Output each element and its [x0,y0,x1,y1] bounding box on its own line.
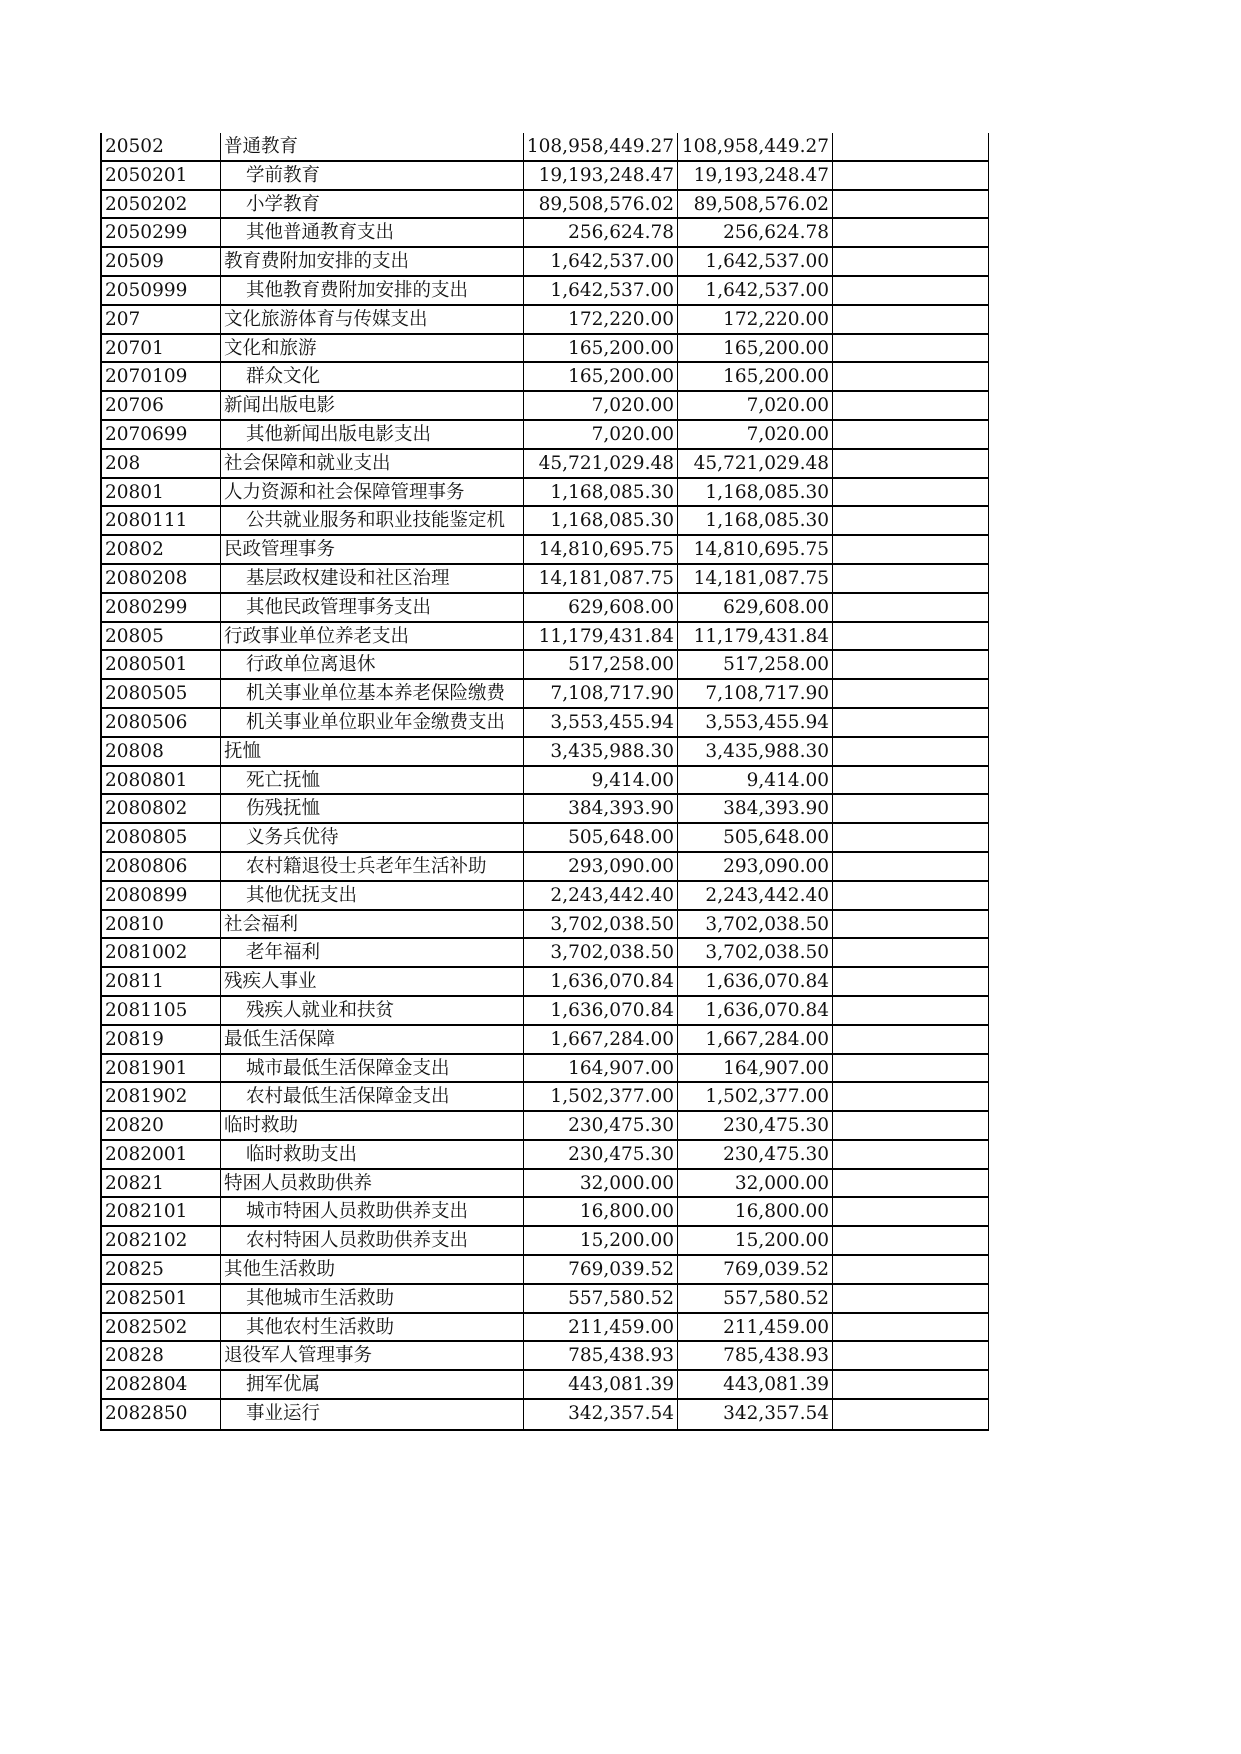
subject-code-cell[interactable]: 20502 [102,133,221,160]
amount-cell[interactable]: 517,258.00 [678,651,833,678]
amount-cell[interactable]: 165,200.00 [524,363,678,390]
amount-cell[interactable]: 230,475.30 [678,1141,833,1168]
amount-cell[interactable]: 2,243,442.40 [678,882,833,909]
amount-cell[interactable]: 14,181,087.75 [524,565,678,592]
table-row [102,623,988,652]
subject-code-cell[interactable]: 2050299 [102,219,221,246]
empty-cell[interactable] [833,363,988,390]
table-row [102,392,988,421]
amount-cell[interactable]: 1,667,284.00 [524,1026,678,1053]
table-row [102,565,988,594]
subject-name-cell[interactable]: 其他新闻出版电影支出 [221,421,524,448]
table-row [102,133,988,162]
amount-cell[interactable]: 16,800.00 [524,1198,678,1225]
amount-cell[interactable]: 14,810,695.75 [678,536,833,563]
subject-code-cell[interactable]: 2050201 [102,162,221,189]
subject-code-cell[interactable]: 2070109 [102,363,221,390]
table-row [102,651,988,680]
subject-code-cell[interactable]: 2082001 [102,1141,221,1168]
table-row [102,709,988,738]
subject-code-cell[interactable]: 20509 [102,248,221,275]
amount-cell[interactable]: 15,200.00 [524,1227,678,1254]
amount-cell[interactable]: 19,193,248.47 [678,162,833,189]
subject-name-cell[interactable]: 教育费附加安排的支出 [221,248,524,275]
subject-name-cell[interactable]: 特困人员救助供养 [221,1170,524,1197]
subject-code-cell[interactable]: 2082502 [102,1314,221,1341]
amount-cell[interactable]: 1,168,085.30 [678,479,833,506]
amount-cell[interactable]: 7,108,717.90 [524,680,678,707]
empty-cell[interactable] [833,997,988,1024]
amount-cell[interactable]: 293,090.00 [678,853,833,880]
subject-code-cell[interactable]: 2050999 [102,277,221,304]
amount-cell[interactable]: 557,580.52 [524,1285,678,1312]
amount-cell[interactable]: 342,357.54 [678,1400,833,1429]
subject-name-cell[interactable]: 拥军优属 [221,1371,524,1398]
table-row [102,248,988,277]
amount-cell[interactable]: 256,624.78 [524,219,678,246]
subject-code-cell[interactable]: 20820 [102,1112,221,1139]
amount-cell[interactable]: 32,000.00 [678,1170,833,1197]
amount-cell[interactable]: 3,435,988.30 [678,738,833,765]
subject-name-cell[interactable]: 城市特困人员救助供养支出 [221,1198,524,1225]
amount-cell[interactable]: 1,642,537.00 [524,248,678,275]
amount-cell[interactable]: 256,624.78 [678,219,833,246]
subject-name-cell[interactable]: 民政管理事务 [221,536,524,563]
empty-cell[interactable] [833,1285,988,1312]
table-row [102,997,988,1026]
empty-cell[interactable] [833,1256,988,1283]
subject-name-cell[interactable]: 退役军人管理事务 [221,1342,524,1369]
amount-cell[interactable]: 89,508,576.02 [524,191,678,218]
amount-cell[interactable]: 1,636,070.84 [524,968,678,995]
empty-cell[interactable] [833,219,988,246]
table-row [102,306,988,335]
subject-name-cell[interactable]: 残疾人事业 [221,968,524,995]
subject-name-cell[interactable]: 其他城市生活救助 [221,1285,524,1312]
subject-name-cell[interactable]: 农村籍退役士兵老年生活补助 [221,853,524,880]
subject-name-cell[interactable]: 临时救助 [221,1112,524,1139]
empty-cell[interactable] [833,306,988,333]
table-row [102,191,988,220]
table-row [102,1227,988,1256]
table-row [102,1314,988,1343]
empty-cell[interactable] [833,1400,988,1429]
empty-cell[interactable] [833,1055,988,1082]
table-row [102,1256,988,1285]
empty-cell[interactable] [833,479,988,506]
subject-code-cell[interactable]: 20701 [102,335,221,362]
subject-code-cell[interactable]: 2080801 [102,767,221,794]
amount-cell[interactable]: 3,702,038.50 [524,911,678,938]
amount-cell[interactable]: 342,357.54 [524,1400,678,1429]
subject-code-cell[interactable]: 20802 [102,536,221,563]
amount-cell[interactable]: 505,648.00 [678,824,833,851]
amount-cell[interactable]: 9,414.00 [678,767,833,794]
amount-cell[interactable]: 785,438.93 [678,1342,833,1369]
subject-name-cell[interactable]: 其他普通教育支出 [221,219,524,246]
subject-name-cell[interactable]: 小学教育 [221,191,524,218]
subject-name-cell[interactable]: 农村最低生活保障金支出 [221,1083,524,1110]
empty-cell[interactable] [833,795,988,822]
empty-cell[interactable] [833,565,988,592]
subject-name-cell[interactable]: 临时救助支出 [221,1141,524,1168]
amount-cell[interactable]: 164,907.00 [678,1055,833,1082]
subject-name-cell[interactable]: 文化和旅游 [221,335,524,362]
amount-cell[interactable]: 3,435,988.30 [524,738,678,765]
amount-cell[interactable]: 443,081.39 [524,1371,678,1398]
subject-code-cell[interactable]: 20805 [102,623,221,650]
amount-cell[interactable]: 769,039.52 [678,1256,833,1283]
subject-name-cell[interactable]: 新闻出版电影 [221,392,524,419]
empty-cell[interactable] [833,536,988,563]
table-row [102,1055,988,1084]
amount-cell[interactable]: 1,168,085.30 [524,479,678,506]
empty-cell[interactable] [833,1026,988,1053]
amount-cell[interactable]: 165,200.00 [678,335,833,362]
subject-code-cell[interactable]: 20706 [102,392,221,419]
amount-cell[interactable]: 3,702,038.50 [678,911,833,938]
empty-cell[interactable] [833,594,988,621]
empty-cell[interactable] [833,248,988,275]
empty-cell[interactable] [833,1170,988,1197]
subject-code-cell[interactable]: 2082101 [102,1198,221,1225]
amount-cell[interactable]: 384,393.90 [524,795,678,822]
table-row [102,536,988,565]
table-row [102,219,988,248]
table-row [102,738,988,767]
subject-name-cell[interactable]: 抚恤 [221,738,524,765]
empty-cell[interactable] [833,1314,988,1341]
empty-cell[interactable] [833,133,988,160]
subject-name-cell[interactable]: 最低生活保障 [221,1026,524,1053]
amount-cell[interactable]: 1,636,070.84 [678,997,833,1024]
table-row [102,1026,988,1055]
table-row [102,507,988,536]
amount-cell[interactable]: 211,459.00 [678,1314,833,1341]
table-row [102,968,988,997]
subject-name-cell[interactable]: 社会保障和就业支出 [221,450,524,477]
empty-cell[interactable] [833,882,988,909]
amount-cell[interactable]: 2,243,442.40 [524,882,678,909]
amount-cell[interactable]: 172,220.00 [678,306,833,333]
subject-code-cell[interactable]: 2070699 [102,421,221,448]
empty-cell[interactable] [833,450,988,477]
amount-cell[interactable]: 1,168,085.30 [678,507,833,534]
subject-code-cell[interactable]: 2081105 [102,997,221,1024]
empty-cell[interactable] [833,767,988,794]
subject-code-cell[interactable]: 2080802 [102,795,221,822]
amount-cell[interactable]: 7,020.00 [678,421,833,448]
subject-name-cell[interactable]: 老年福利 [221,939,524,966]
amount-cell[interactable]: 16,800.00 [678,1198,833,1225]
subject-code-cell[interactable]: 20810 [102,911,221,938]
empty-cell[interactable] [833,507,988,534]
subject-name-cell[interactable]: 农村特困人员救助供养支出 [221,1227,524,1254]
amount-cell[interactable]: 1,642,537.00 [524,277,678,304]
subject-code-cell[interactable]: 2082850 [102,1400,221,1429]
subject-code-cell[interactable]: 2080506 [102,709,221,736]
table-row [102,594,988,623]
subject-code-cell[interactable]: 2081002 [102,939,221,966]
table-row [102,479,988,508]
amount-cell[interactable]: 165,200.00 [678,363,833,390]
table-row [102,680,988,709]
empty-cell[interactable] [833,1371,988,1398]
subject-code-cell[interactable]: 20801 [102,479,221,506]
subject-code-cell[interactable]: 208 [102,450,221,477]
subject-name-cell[interactable]: 文化旅游体育与传媒支出 [221,306,524,333]
subject-name-cell[interactable]: 其他生活救助 [221,1256,524,1283]
table-row [102,1170,988,1199]
table-row [102,421,988,450]
amount-cell[interactable]: 1,502,377.00 [678,1083,833,1110]
table-row [102,1198,988,1227]
subject-code-cell[interactable]: 2080111 [102,507,221,534]
empty-cell[interactable] [833,824,988,851]
amount-cell[interactable]: 629,608.00 [678,594,833,621]
subject-code-cell[interactable]: 207 [102,306,221,333]
amount-cell[interactable]: 3,553,455.94 [524,709,678,736]
subject-name-cell[interactable]: 行政事业单位养老支出 [221,623,524,650]
amount-cell[interactable]: 172,220.00 [524,306,678,333]
amount-cell[interactable]: 108,958,449.27 [678,133,833,160]
subject-name-cell[interactable]: 伤残抚恤 [221,795,524,822]
subject-code-cell[interactable]: 2082102 [102,1227,221,1254]
empty-cell[interactable] [833,738,988,765]
amount-cell[interactable]: 15,200.00 [678,1227,833,1254]
empty-cell[interactable] [833,277,988,304]
empty-cell[interactable] [833,911,988,938]
table-row [102,1083,988,1112]
empty-cell[interactable] [833,1342,988,1369]
empty-cell[interactable] [833,853,988,880]
amount-cell[interactable]: 165,200.00 [524,335,678,362]
amount-cell[interactable]: 1,642,537.00 [678,248,833,275]
table-row [102,1285,988,1314]
empty-cell[interactable] [833,421,988,448]
subject-name-cell[interactable]: 社会福利 [221,911,524,938]
empty-cell[interactable] [833,335,988,362]
table-row [102,1342,988,1371]
amount-cell[interactable]: 3,702,038.50 [678,939,833,966]
table-row [102,450,988,479]
table-row [102,911,988,940]
subject-name-cell[interactable]: 普通教育 [221,133,524,160]
amount-cell[interactable]: 785,438.93 [524,1342,678,1369]
subject-name-cell[interactable]: 行政单位离退休 [221,651,524,678]
amount-cell[interactable]: 14,181,087.75 [678,565,833,592]
subject-code-cell[interactable]: 20828 [102,1342,221,1369]
subject-code-cell[interactable]: 2081902 [102,1083,221,1110]
subject-code-cell[interactable]: 2080501 [102,651,221,678]
amount-cell[interactable]: 11,179,431.84 [524,623,678,650]
subject-name-cell[interactable]: 基层政权建设和社区治理 [221,565,524,592]
empty-cell[interactable] [833,709,988,736]
subject-code-cell[interactable]: 2080805 [102,824,221,851]
subject-code-cell[interactable]: 20825 [102,1256,221,1283]
amount-cell[interactable]: 164,907.00 [524,1055,678,1082]
amount-cell[interactable]: 89,508,576.02 [678,191,833,218]
amount-cell[interactable]: 384,393.90 [678,795,833,822]
amount-cell[interactable]: 1,636,070.84 [678,968,833,995]
subject-code-cell[interactable]: 20811 [102,968,221,995]
amount-cell[interactable]: 45,721,029.48 [524,450,678,477]
empty-cell[interactable] [833,392,988,419]
amount-cell[interactable]: 3,553,455.94 [678,709,833,736]
table-row [102,162,988,191]
subject-code-cell[interactable]: 2080899 [102,882,221,909]
empty-cell[interactable] [833,968,988,995]
subject-name-cell[interactable]: 学前教育 [221,162,524,189]
subject-name-cell[interactable]: 义务兵优待 [221,824,524,851]
subject-name-cell[interactable]: 其他农村生活救助 [221,1314,524,1341]
table-row [102,882,988,911]
table-row [102,795,988,824]
subject-code-cell[interactable]: 2080806 [102,853,221,880]
table-row [102,277,988,306]
amount-cell[interactable]: 1,168,085.30 [524,507,678,534]
amount-cell[interactable]: 7,020.00 [524,421,678,448]
empty-cell[interactable] [833,1112,988,1139]
amount-cell[interactable]: 7,020.00 [678,392,833,419]
amount-cell[interactable]: 230,475.30 [678,1112,833,1139]
subject-code-cell[interactable]: 2080505 [102,680,221,707]
amount-cell[interactable]: 211,459.00 [524,1314,678,1341]
subject-code-cell[interactable]: 2080208 [102,565,221,592]
subject-code-cell[interactable]: 20821 [102,1170,221,1197]
amount-cell[interactable]: 230,475.30 [524,1112,678,1139]
empty-cell[interactable] [833,939,988,966]
subject-name-cell[interactable]: 其他优抚支出 [221,882,524,909]
amount-cell[interactable]: 9,414.00 [524,767,678,794]
amount-cell[interactable]: 769,039.52 [524,1256,678,1283]
table-row [102,1112,988,1141]
subject-code-cell[interactable]: 2080299 [102,594,221,621]
table-row [102,853,988,882]
table-row [102,1141,988,1170]
table-row [102,363,988,392]
empty-cell[interactable] [833,191,988,218]
amount-cell[interactable]: 45,721,029.48 [678,450,833,477]
amount-cell[interactable]: 1,642,537.00 [678,277,833,304]
subject-name-cell[interactable]: 其他教育费附加安排的支出 [221,277,524,304]
amount-cell[interactable]: 230,475.30 [524,1141,678,1168]
subject-code-cell[interactable]: 2082501 [102,1285,221,1312]
subject-code-cell[interactable]: 20808 [102,738,221,765]
subject-name-cell[interactable]: 群众文化 [221,363,524,390]
empty-cell[interactable] [833,651,988,678]
empty-cell[interactable] [833,1141,988,1168]
subject-code-cell[interactable]: 2081901 [102,1055,221,1082]
empty-cell[interactable] [833,623,988,650]
amount-cell[interactable]: 505,648.00 [524,824,678,851]
amount-cell[interactable]: 557,580.52 [678,1285,833,1312]
subject-name-cell[interactable]: 人力资源和社会保障管理事务 [221,479,524,506]
subject-name-cell[interactable]: 机关事业单位职业年金缴费支出 [221,709,524,736]
subject-code-cell[interactable]: 2050202 [102,191,221,218]
table-row [102,824,988,853]
subject-code-cell[interactable]: 2082804 [102,1371,221,1398]
amount-cell[interactable]: 32,000.00 [524,1170,678,1197]
empty-cell[interactable] [833,1198,988,1225]
empty-cell[interactable] [833,162,988,189]
subject-name-cell[interactable]: 事业运行 [221,1400,524,1429]
amount-cell[interactable]: 293,090.00 [524,853,678,880]
budget-table [100,133,989,1431]
subject-name-cell[interactable]: 死亡抚恤 [221,767,524,794]
table-row [102,335,988,364]
amount-cell[interactable]: 1,502,377.00 [524,1083,678,1110]
subject-name-cell[interactable]: 残疾人就业和扶贫 [221,997,524,1024]
empty-cell[interactable] [833,1083,988,1110]
table-row [102,939,988,968]
subject-name-cell[interactable]: 机关事业单位基本养老保险缴费 [221,680,524,707]
table-row [102,767,988,796]
amount-cell[interactable]: 517,258.00 [524,651,678,678]
amount-cell[interactable]: 7,020.00 [524,392,678,419]
amount-cell[interactable]: 14,810,695.75 [524,536,678,563]
amount-cell[interactable]: 443,081.39 [678,1371,833,1398]
subject-name-cell[interactable]: 公共就业服务和职业技能鉴定机 [221,507,524,534]
subject-name-cell[interactable]: 其他民政管理事务支出 [221,594,524,621]
amount-cell[interactable]: 629,608.00 [524,594,678,621]
empty-cell[interactable] [833,1227,988,1254]
amount-cell[interactable]: 11,179,431.84 [678,623,833,650]
amount-cell[interactable]: 1,667,284.00 [678,1026,833,1053]
empty-cell[interactable] [833,680,988,707]
amount-cell[interactable]: 7,108,717.90 [678,680,833,707]
subject-code-cell[interactable]: 20819 [102,1026,221,1053]
amount-cell[interactable]: 1,636,070.84 [524,997,678,1024]
table-row [102,1371,988,1400]
subject-name-cell[interactable]: 城市最低生活保障金支出 [221,1055,524,1082]
amount-cell[interactable]: 3,702,038.50 [524,939,678,966]
amount-cell[interactable]: 108,958,449.27 [524,133,678,160]
amount-cell[interactable]: 19,193,248.47 [524,162,678,189]
table-row [102,1400,988,1429]
